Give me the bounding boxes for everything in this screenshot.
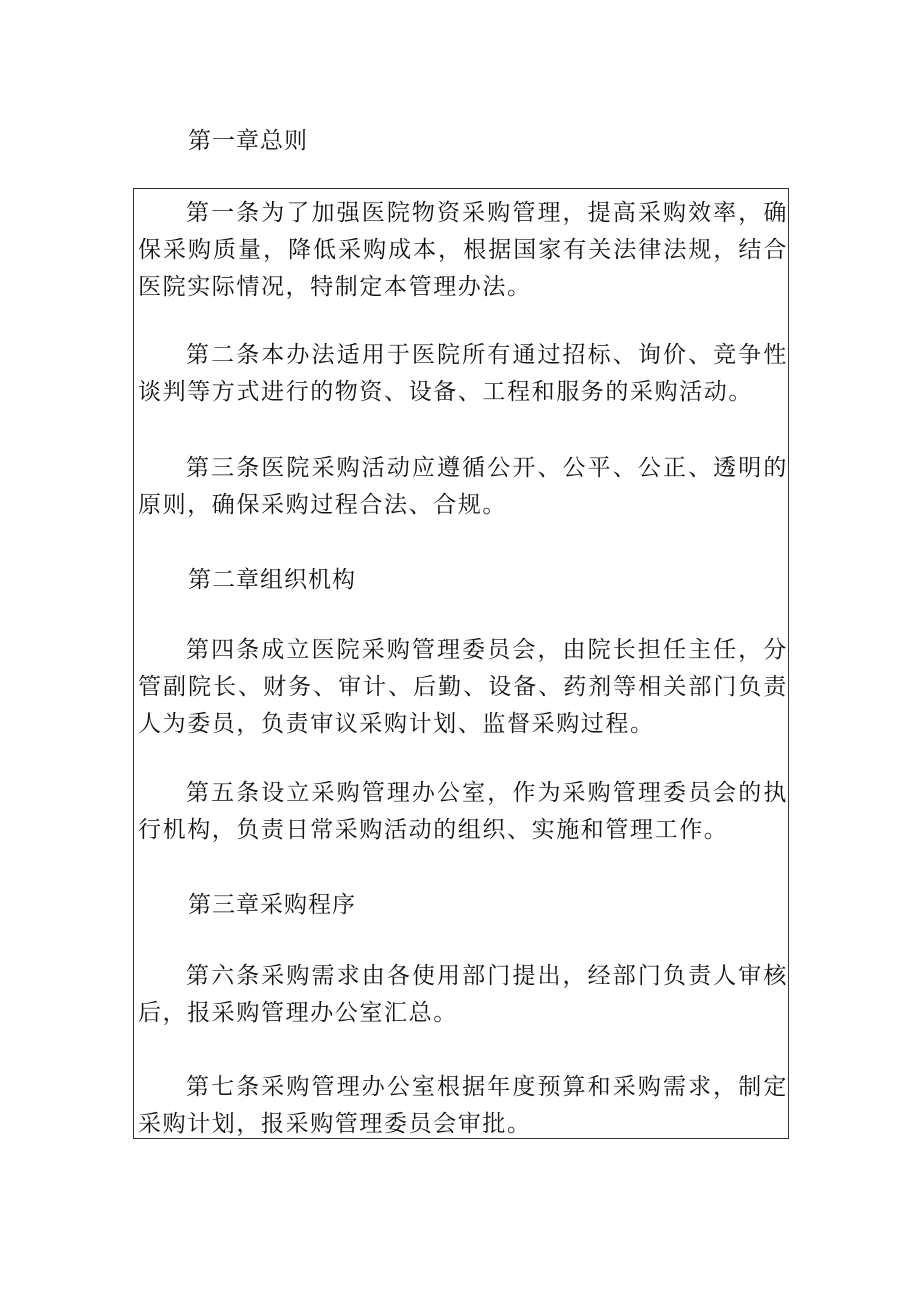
article-6: 第六条采购需求由各使用部门提出，经部门负责人审核后，报采购管理办公室汇总。: [138, 963, 788, 1026]
article-4: 第四条成立医院采购管理委员会，由院长担任主任，分管副院长、财务、审计、后勤、设备、药剂等相关部门负责人为委员，负责审议采购计划、监督采购过程。: [138, 637, 788, 737]
chapter-2-heading: 第二章组织机构: [188, 567, 356, 593]
article-7: 第七条采购管理办公室根据年度预算和采购需求，制定采购计划，报采购管理委员会审批。: [138, 1074, 788, 1137]
article-2: 第二条本办法适用于医院所有通过招标、询价、竞争性谈判等方式进行的物资、设备、工程和服务的采购活动。: [138, 342, 788, 405]
article-3: 第三条医院采购活动应遵循公开、公平、公正、透明的原则，确保采购过程合法、合规。: [138, 455, 788, 518]
chapter-1-heading: 第一章总则: [188, 128, 308, 154]
chapter-3-heading: 第三章采购程序: [188, 892, 356, 918]
article-1: 第一条为了加强医院物资采购管理，提高采购效率，确保采购质量，降低采购成本，根据国家有关法律法规，结合医院实际情况，特制定本管理办法。: [138, 200, 788, 300]
article-5: 第五条设立采购管理办公室，作为采购管理委员会的执行机构，负责日常采购活动的组织、实施和管理工作。: [138, 780, 788, 843]
